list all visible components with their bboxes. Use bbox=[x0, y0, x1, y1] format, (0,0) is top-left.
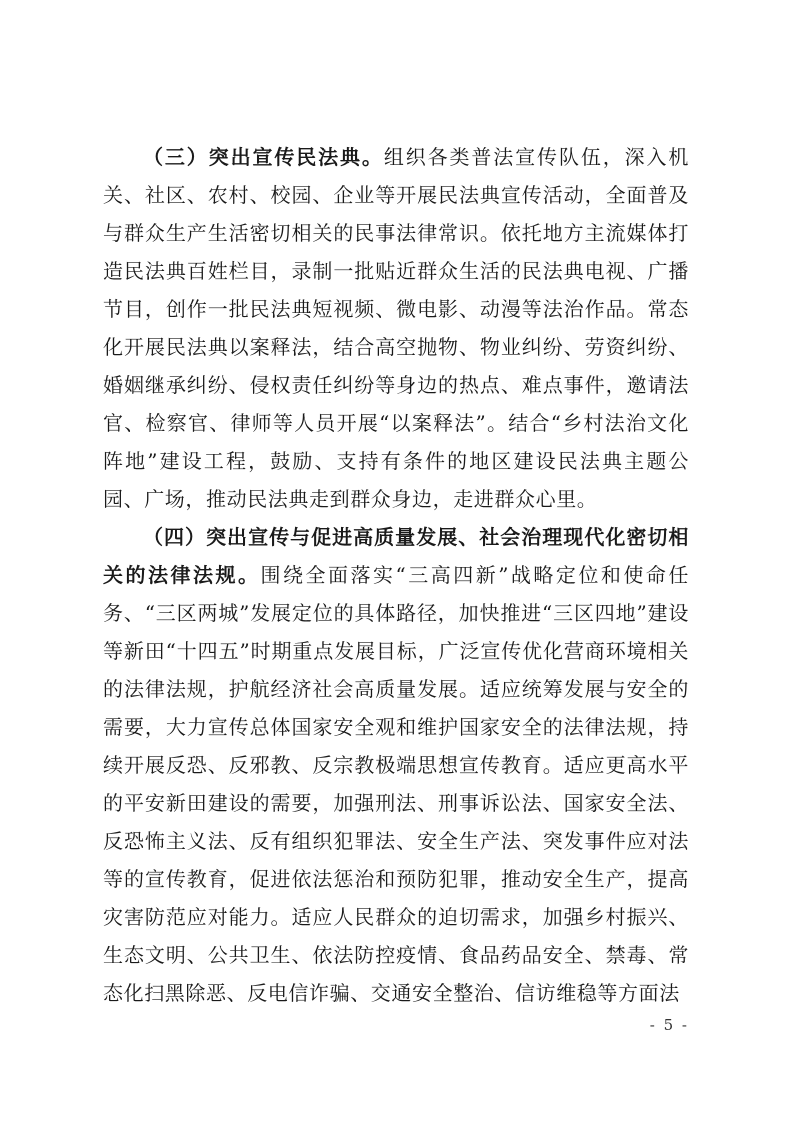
page-number: - 5 - bbox=[649, 1016, 689, 1034]
paragraph-heading: （四）突出宣传与促进高质量发展、社会治理现代化密切相关的法律法规。 bbox=[103, 525, 689, 587]
paragraph-heading: （三）突出宣传民法典。 bbox=[143, 145, 384, 169]
paragraph-high-quality-development bbox=[103, 518, 689, 1012]
paragraph-civil-code bbox=[103, 138, 689, 518]
paragraph-body: 围绕全面落实“三高四新”战略定位和使命任务、“三区两城”发展定位的具体路径，加快推进“三区四地”建设等新田“十四五”时期重点发展目标，广泛宣传优化营商环境相关的法律法规，护航经济社会高质量发展。适应统筹发展与安全的需要，大力宣传总体国家安全观和维护国家安全的法律法规，持续开展反恐、反邪教、反宗教极端思想宣传教育。适应更高水平的平安新田建设的需要，加强刑法、刑事诉讼法、国家安全法、反恐怖主义法、反有组织犯罪法、安全生产法、突发事件应对法等的宣传教育，促进依法惩治和预防犯罪，推动安全生产，提高灾害防范应对能力。适应人民群众的迫切需求，加强乡村振兴、生态文明、公共卫生、依法防控疫情、食品药品安全、禁毒、常态化扫黑除恶、反电信诈骗、交通安全整治、信访维稳等方面法 bbox=[103, 563, 690, 1005]
paragraph-body: 组织各类普法宣传队伍，深入机关、社区、农村、校园、企业等开展民法典宣传活动，全面普及与群众生产生活密切相关的民事法律常识。依托地方主流媒体打造民法典百姓栏目，录制一批贴近群众生活的民法典电视、广播节目，创作一批民法典短视频、微电影、动漫等法治作品。常态化开展民法典以案释法，结合高空抛物、物业纠纷、劳资纠纷、婚姻继承纠纷、侵权责任纠纷等身边的热点、难点事件，邀请法官、检察官、律师等人员开展“以案释法”。结合“乡村法治文化阵地”建设工程，鼓励、支持有条件的地区建设民法典主题公园、广场，推动民法典走到群众身边，走进群众心里。 bbox=[103, 145, 689, 511]
document-page bbox=[103, 138, 689, 1012]
